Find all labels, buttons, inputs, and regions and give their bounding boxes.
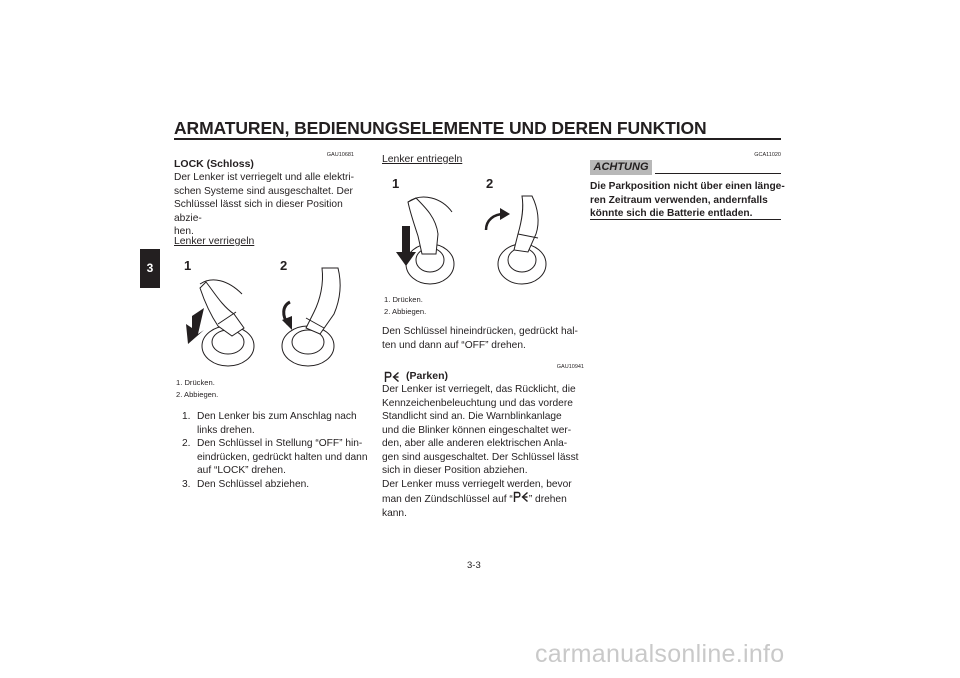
figure-label-2: 2: [280, 258, 288, 273]
caution-rule-bottom: [590, 219, 781, 220]
unlock-instruction: Den Schlüssel hineindrücken, gedrückt hal- ten und dann auf “OFF” drehen.: [382, 326, 578, 351]
parking-symbol-icon: [513, 491, 529, 503]
caution-rule-top: [655, 173, 781, 174]
parking-symbol-icon: [384, 371, 400, 383]
section-code: GAU10681: [326, 152, 354, 158]
section-heading: LOCK (Schloss): [174, 158, 254, 170]
step-item: 2. Den Schlüssel in Stellung “OFF” hin- eindrücken, gedrückt halten und dann auf “LOCK” drehen.: [182, 438, 368, 476]
chapter-tab: 3: [140, 249, 160, 288]
watermark: carmanualsonline.info: [535, 640, 785, 668]
steps-list: [174, 410, 374, 491]
figure-captions: 1. Drücken. 2. Abbiegen.: [176, 378, 219, 399]
step-item: 3. Den Schlüssel abziehen.: [182, 478, 310, 490]
caution-text: Die Parkposition nicht über einen länge- ren Zeitraum verwenden, andernfalls könnte sich die Batterie entladen.: [590, 181, 785, 219]
section-body: Der Lenker ist verriegelt und alle elektri- schen Systeme sind ausgeschaltet. Der Schlüssel lässt sich in dieser Position abzie- hen.: [174, 172, 355, 237]
key-turn-drawing-icon: [382, 172, 576, 290]
figure-label-1: 1: [184, 258, 192, 273]
figure-unlock-illustration: [382, 172, 576, 290]
figure-captions: 1. Drücken. 2. Abbiegen.: [384, 295, 427, 316]
subheading-lock: Lenker verriegeln: [174, 236, 255, 247]
title-rule: [174, 138, 781, 140]
key-press-drawing-icon: [174, 254, 364, 372]
section-code: GAU10941: [556, 364, 584, 370]
page-title: ARMATUREN, BEDIENUNGSELEMENTE UND DEREN FUNKTION: [174, 118, 707, 138]
caution-badge: ACHTUNG: [590, 160, 652, 175]
parking-body: Der Lenker ist verriegelt, das Rücklicht, die Kennzeichenbeleuchtung und das vordere Standlicht sind an. Die Warnblinkanlage und die Blinker können eingeschaltet wer- den, aber alle anderen elektrischen Anla- gen sind ausgeschaltet. Der Schlüssel lässt sich in dieser Position abziehen. Der Lenker muss verriegelt werden, bevor man den Zündschlüssel auf “ ” drehen kann.: [382, 384, 579, 519]
subheading-unlock: Lenker entriegeln: [382, 154, 463, 165]
figure-lock-illustration: [174, 254, 364, 372]
step-item: 1. Den Lenker bis zum Anschlag nach links drehen.: [182, 411, 357, 436]
page-number: 3-3: [467, 560, 481, 571]
figure-label-2: 2: [486, 176, 494, 191]
figure-label-1: 1: [392, 176, 400, 191]
section-code: GCA11020: [754, 152, 781, 158]
